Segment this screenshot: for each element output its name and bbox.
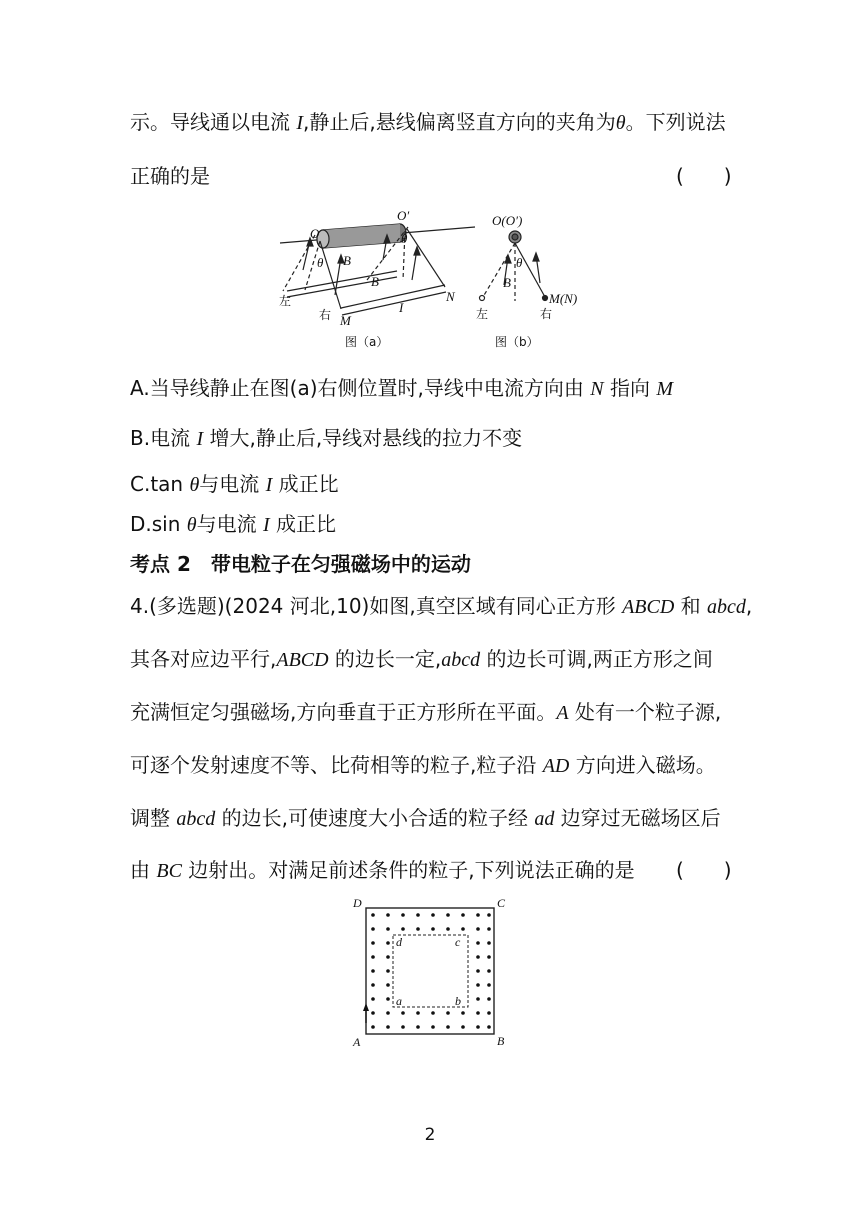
q4-line-4: 可逐个发射速度不等、比荷相等的粒子,粒子沿 AD 方向进入磁场。 [130,753,716,777]
field-dot [371,983,375,987]
figure-b [470,205,578,350]
field-dot [386,941,390,945]
field-dot [446,927,450,931]
q3-answer-paren: ( ) [676,164,732,188]
field-dot [487,997,491,1001]
field-dot [371,969,375,973]
fig-b-label-right: 右 [540,307,553,321]
q3-option-d: D.sin θ与电流 I 成正比 [130,512,336,536]
fig-b-caption: 图（b） [495,335,539,349]
field-dot [476,927,480,931]
fig-sq-label-c: c [455,935,461,949]
fig-b-label-top: O(O′) [492,213,523,228]
field-dot [476,1025,480,1029]
field-dot [416,927,420,931]
fig-a-label-theta2: θ [401,231,408,246]
field-dot [476,1011,480,1015]
field-dot [476,997,480,1001]
field-dot [431,1011,435,1015]
fig-b-label-B: B [503,275,511,290]
q3-line-1: 示。导线通以电流 I,静止后,悬线偏离竖直方向的夹角为θ。下列说法 [130,110,726,134]
q3-option-b: B.电流 I 增大,静止后,导线对悬线的拉力不变 [130,426,523,450]
q4-line-1: 4.(多选题)(2024 河北,10)如图,真空区域有同心正方形 ABCD 和 abcd, [130,594,753,618]
fig-sq-label-a: a [396,994,402,1008]
field-dot [446,913,450,917]
field-dot [371,1011,375,1015]
fig-a-label-theta1: θ [317,255,324,270]
field-dot [461,913,465,917]
field-dot [401,1025,405,1029]
field-dot [386,983,390,987]
field-dot [476,955,480,959]
q3-line-2: 正确的是 [130,164,210,188]
field-dot [401,927,405,931]
field-dot [371,1025,375,1029]
fig-a-label-Oprime: O′ [397,208,410,223]
field-dot [371,941,375,945]
fig-b-label-left: 左 [476,307,489,321]
fig-a-label-N: N [446,289,455,304]
field-dot [386,1011,390,1015]
field-dot [487,941,491,945]
field-dot [386,955,390,959]
fig-a-caption: 图（a） [345,335,389,349]
field-dot [386,997,390,1001]
field-dot [487,955,491,959]
field-dot [487,969,491,973]
field-dot [461,927,465,931]
field-dot [487,1025,491,1029]
field-dot [487,913,491,917]
fig-sq-label-C: C [497,896,506,910]
fig-a-label-I: I [399,300,404,315]
q4-line-2: 其各对应边平行,ABCD 的边长一定,abcd 的边长可调,两正方形之间 [130,647,713,671]
field-dot [371,997,375,1001]
section-heading: 考点 2 带电粒子在匀强磁场中的运动 [130,552,471,576]
field-dot [416,913,420,917]
fig-a-label-M: M [340,313,351,328]
field-dot [416,1011,420,1015]
field-dot [371,927,375,931]
field-dot [476,969,480,973]
q4-line-6: 由 BC 边射出。对满足前述条件的粒子,下列说法正确的是 [130,858,635,882]
q4-line-3: 充满恒定匀强磁场,方向垂直于正方形所在平面。A 处有一个粒子源, [130,700,722,724]
field-dot [416,1025,420,1029]
fig-b-label-theta: θ [516,255,523,270]
field-dot [386,1025,390,1029]
field-dot [446,1011,450,1015]
field-dot [431,927,435,931]
q3-option-c: C.tan θ与电流 I 成正比 [130,472,339,496]
fig-a-label-B2: B [371,274,379,289]
field-dot [386,969,390,973]
fig-a-label-right: 右 [319,308,332,322]
fig-sq-label-b: b [455,994,461,1008]
field-dot [371,913,375,917]
fig-a-label-B1: B [343,253,351,268]
field-dot [401,913,405,917]
q4-line-5: 调整 abcd 的边长,可使速度大小合适的粒子经 ad 边穿过无磁场区后 [130,806,721,830]
fig-sq-label-d: d [396,935,402,949]
q3-option-a: A.当导线静止在图(a)右侧位置时,导线中电流方向由 N 指向 M [130,376,673,400]
field-dot [371,955,375,959]
field-dot [431,1025,435,1029]
field-dot [487,927,491,931]
field-dot [401,1011,405,1015]
figure-squares [348,895,518,1050]
field-dot [431,913,435,917]
fig-sq-label-A: A [353,1035,361,1049]
field-dot [476,983,480,987]
field-dot [386,913,390,917]
field-dot [476,913,480,917]
field-dot [386,927,390,931]
field-dot [487,983,491,987]
page-number: 2 [424,1125,436,1145]
fig-sq-label-B: B [497,1034,505,1048]
figure-a [275,205,475,350]
field-dot [476,941,480,945]
field-dot [487,1011,491,1015]
fig-a-label-O: O [310,226,320,241]
fig-sq-label-D: D [353,896,362,910]
field-dot [461,1011,465,1015]
fig-a-label-left: 左 [279,294,292,308]
field-dot [461,1025,465,1029]
field-dot [446,1025,450,1029]
fig-b-label-MN: M(N) [549,291,578,306]
q4-answer-paren: ( ) [676,858,732,882]
